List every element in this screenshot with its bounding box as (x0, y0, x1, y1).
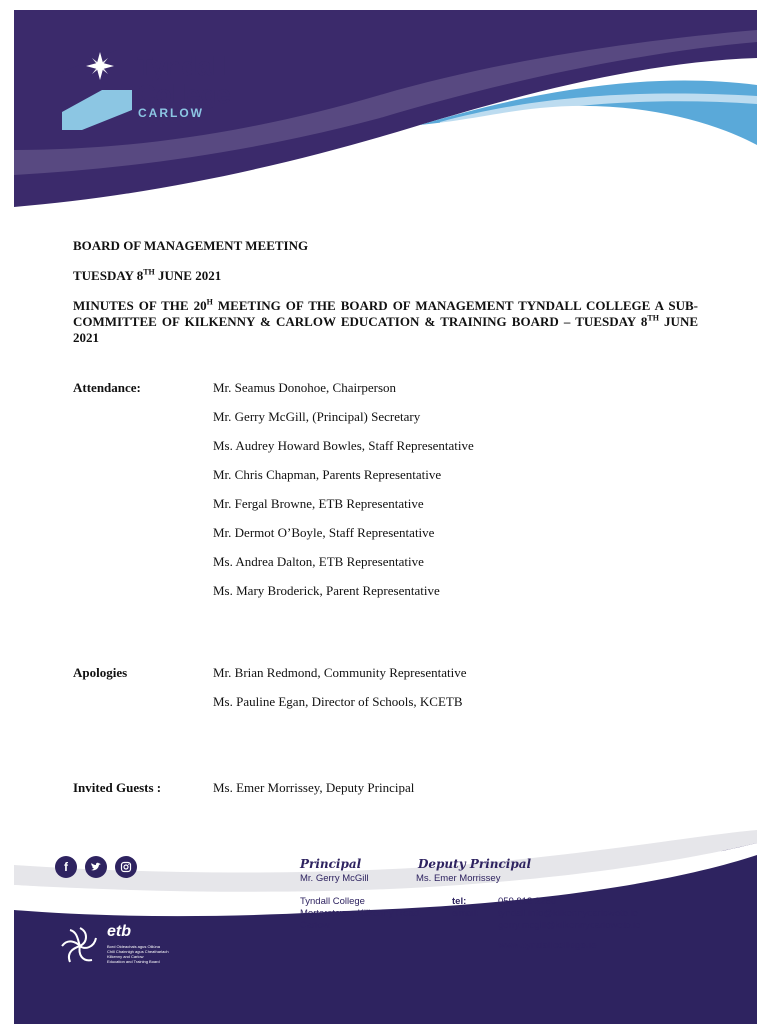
deputy-role: Deputy Principal (418, 857, 532, 871)
guests-list (213, 780, 693, 809)
principal-role: Principal (300, 857, 362, 871)
list-item: Ms. Mary Broderick, Parent Representative (213, 583, 440, 598)
deputy-name: Ms. Emer Morrissey (416, 873, 501, 884)
list-item: Mr. Dermot O’Boyle, Staff Representative (213, 525, 435, 540)
principal-name: Mr. Gerry McGill (300, 873, 369, 884)
social-links (55, 856, 137, 878)
brand-name (137, 52, 231, 108)
list-item: Mr. Gerry McGill, (Principal) Secretary (213, 409, 421, 424)
list-item: Mr. Brian Redmond, Community Representative (213, 665, 467, 680)
brand-sub: CARLOW (138, 106, 204, 120)
etb-tagline: Bord Oideachais agus Oiliúna Chill Chainnigh agus Cheatharlach Kilkenny and Carlow Education and Training Board (107, 944, 169, 964)
list-item: Ms. Audrey Howard Bowles, Staff Representative (213, 438, 474, 453)
twitter-icon[interactable] (85, 856, 107, 878)
document-body (73, 238, 698, 360)
list-item: Mr. Chris Chapman, Parents Representative (213, 467, 442, 482)
list-item: Ms. Emer Morrissey, Deputy Principal (213, 780, 415, 795)
brand-line-1: Tyndall (137, 51, 227, 81)
email-label: email: (452, 908, 480, 919)
instagram-icon[interactable] (115, 856, 137, 878)
apologies-label: Apologies (73, 665, 128, 680)
list-item: Ms. Pauline Egan, Director of Schools, KCETB (213, 694, 463, 709)
email-link[interactable]: gerry.mcgill@kilkennycarlowetb.ie (498, 920, 641, 931)
minutes-heading: MINUTES OF THE $20^H$ MEETING OF THE BOARD OF MANAGEMENT TYNDALL COLLEGE A SUB-COMMITTEE OF KILKENNY & CARLOW EDUCATION & TRAINING BOARD – TUESDAY 8TH JUNE 2021 (73, 297, 699, 345)
contact-values (498, 896, 641, 932)
contact-labels (452, 896, 479, 920)
tel-label: tel: (452, 896, 467, 907)
meeting-date: TUESDAY 8TH JUNE 2021 (73, 267, 222, 283)
list-item: Mr. Fergal Browne, ETB Representative (213, 496, 424, 511)
website-link[interactable]: www.tyndallcollege.ie (498, 940, 597, 951)
email-link[interactable]: tyndall.info@kilkennycarlowetb.ie (498, 908, 639, 919)
school-address: Tyndall College Mortarstown, Kilkenny Road, Carlow. (300, 896, 422, 931)
etb-wordmark: etb (107, 923, 131, 940)
tel-value[interactable]: 059 918 2250 (498, 896, 557, 907)
list-item: Ms. Andrea Dalton, ETB Representative (213, 554, 424, 569)
facebook-icon[interactable]: f (55, 856, 77, 878)
attendance-label: Attendance: (73, 380, 141, 395)
meeting-title: BOARD OF MANAGEMENT MEETING (73, 238, 309, 253)
attendance-list (213, 380, 693, 612)
guests-label: Invited Guests : (73, 780, 162, 795)
brand-line-2: College (137, 79, 231, 109)
apologies-list (213, 665, 693, 723)
list-item: Mr. Seamus Donohoe, Chairperson (213, 380, 397, 395)
